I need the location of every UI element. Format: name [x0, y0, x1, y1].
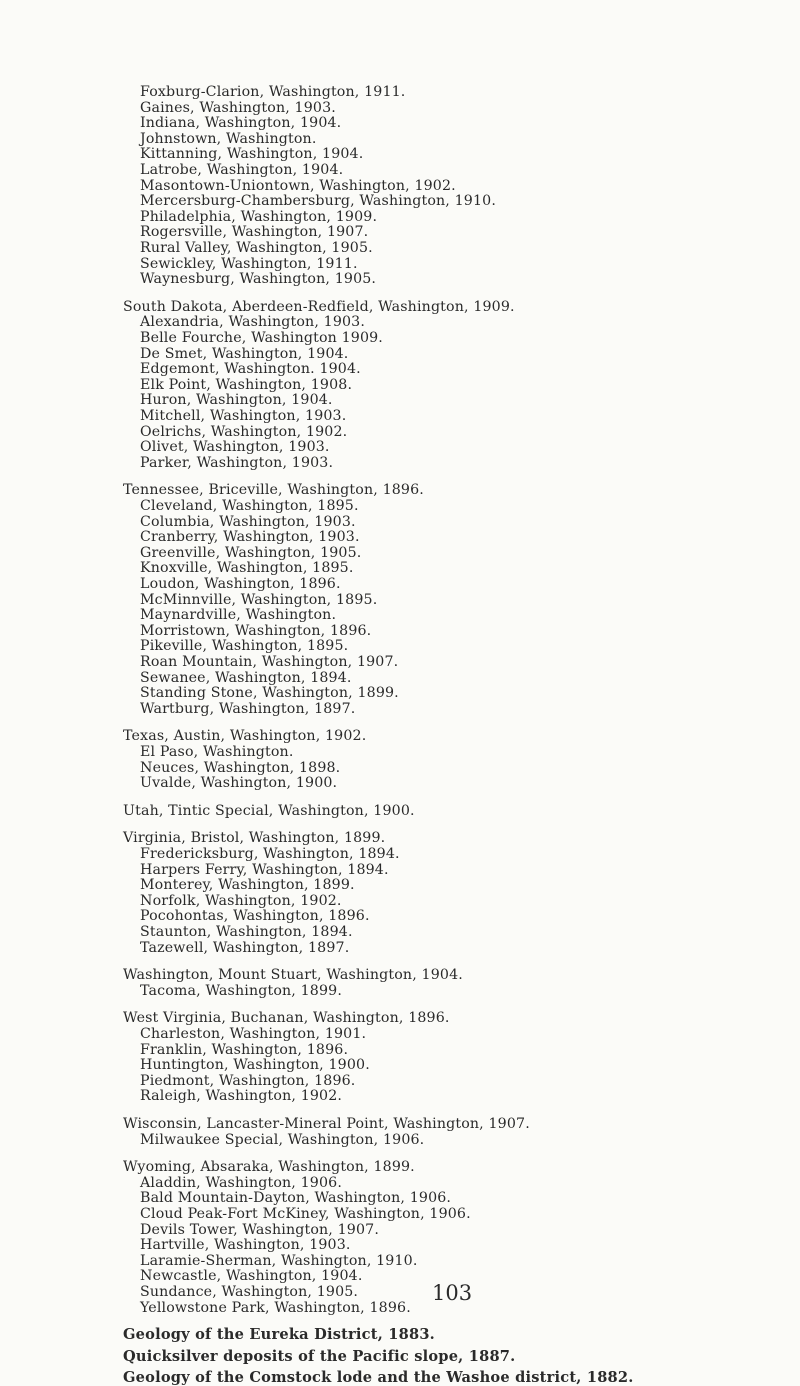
- page-number: 103: [432, 1281, 473, 1305]
- list-item: Huron, Washington, 1904.: [140, 392, 333, 409]
- list-item: Columbia, Washington, 1903.: [140, 513, 356, 530]
- list-item: Laramie-Sherman, Washington, 1910.: [140, 1252, 418, 1269]
- list-item: Devils Tower, Washington, 1907.: [140, 1221, 379, 1238]
- list-item: Pocohontas, Washington, 1896.: [140, 908, 370, 925]
- list-item: Oelrichs, Washington, 1902.: [140, 423, 348, 440]
- list-item: Rural Valley, Washington, 1905.: [140, 240, 373, 256]
- list-item: Pikeville, Washington, 1895.: [140, 638, 349, 655]
- list-item: Sewickley, Washington, 1911.: [140, 255, 358, 272]
- monograph-title: Quicksilver deposits of the Pacific slope, 1887.: [123, 1347, 516, 1365]
- list-item: Cleveland, Washington, 1895.: [140, 498, 359, 514]
- monograph-title: Geology of the Eureka District, 1883.: [123, 1326, 435, 1344]
- list-item: Bald Mountain-Dayton, Washington, 1906.: [140, 1190, 452, 1207]
- state-heading: Washington, Mount Stuart, Washington, 1904.: [123, 967, 463, 984]
- state-heading: Wisconsin, Lancaster-Mineral Point, Washington, 1907.: [123, 1116, 530, 1132]
- monograph-title: Geology of the Comstock lode and the Washoe district, 1882.: [123, 1369, 634, 1386]
- list-item: Parker, Washington, 1903.: [140, 454, 334, 471]
- list-item: Rogersville, Washington, 1907.: [140, 224, 369, 241]
- list-item: De Smet, Washington, 1904.: [140, 345, 349, 362]
- list-item: Wartburg, Washington, 1897.: [140, 700, 356, 717]
- list-item: Kittanning, Washington, 1904.: [140, 146, 364, 163]
- state-heading: Virginia, Bristol, Washington, 1899.: [123, 830, 386, 847]
- list-item: Philadelphia, Washington, 1909.: [140, 208, 378, 225]
- list-item: Waynesburg, Washington, 1905.: [140, 271, 377, 288]
- list-item: Mitchell, Washington, 1903.: [140, 408, 347, 424]
- list-item: Elk Point, Washington, 1908.: [140, 376, 353, 393]
- list-item: Cloud Peak-Fort McKiney, Washington, 1906.: [140, 1206, 471, 1222]
- list-item: Monterey, Washington, 1899.: [140, 877, 355, 894]
- list-item: Gaines, Washington, 1903.: [140, 99, 336, 116]
- list-item: Foxburg-Clarion, Washington, 1911.: [140, 84, 406, 100]
- list-item: Roan Mountain, Washington, 1907.: [140, 654, 399, 670]
- list-item: Sewanee, Washington, 1894.: [140, 669, 352, 686]
- list-item: Neuces, Washington, 1898.: [140, 759, 341, 776]
- list-item: Aladdin, Washington, 1906.: [140, 1174, 342, 1191]
- list-item: Tazewell, Washington, 1897.: [140, 939, 350, 956]
- list-item: Loudon, Washington, 1896.: [140, 576, 341, 592]
- state-heading: South Dakota, Aberdeen-Redfield, Washington, 1909.: [123, 298, 515, 315]
- list-item: Fredericksburg, Washington, 1894.: [140, 846, 400, 862]
- list-item: Knoxville, Washington, 1895.: [140, 560, 354, 577]
- list-item: Piedmont, Washington, 1896.: [140, 1072, 356, 1089]
- list-item: Johnstown, Washington.: [140, 130, 317, 147]
- list-item: Edgemont, Washington. 1904.: [140, 361, 361, 378]
- list-item: Cranberry, Washington, 1903.: [140, 529, 360, 546]
- list-item: Tacoma, Washington, 1899.: [140, 982, 342, 999]
- list-item: Morristown, Washington, 1896.: [140, 622, 372, 639]
- list-item: Milwaukee Special, Washington, 1906.: [140, 1131, 425, 1148]
- list-item: El Paso, Washington.: [140, 744, 294, 760]
- list-item: Franklin, Washington, 1896.: [140, 1041, 349, 1058]
- list-item: Alexandria, Washington, 1903.: [140, 314, 366, 331]
- list-item: Olivet, Washington, 1903.: [140, 439, 330, 456]
- state-heading: Wyoming, Absaraka, Washington, 1899.: [123, 1159, 415, 1176]
- list-item: Uvalde, Washington, 1900.: [140, 775, 338, 792]
- list-item: Greenville, Washington, 1905.: [140, 544, 362, 561]
- list-item: Yellowstone Park, Washington, 1896.: [140, 1299, 411, 1316]
- state-heading: Tennessee, Briceville, Washington, 1896.: [123, 482, 424, 499]
- list-item: Newcastle, Washington, 1904.: [140, 1268, 363, 1285]
- list-item: Harpers Ferry, Washington, 1894.: [140, 861, 389, 878]
- list-item: Standing Stone, Washington, 1899.: [140, 685, 399, 702]
- list-item: Masontown-Uniontown, Washington, 1902.: [140, 177, 456, 194]
- list-item: McMinnville, Washington, 1895.: [140, 591, 378, 608]
- list-item: Hartville, Washington, 1903.: [140, 1237, 351, 1254]
- list-item: Raleigh, Washington, 1902.: [140, 1088, 343, 1105]
- list-item: Belle Fourche, Washington 1909.: [140, 330, 383, 346]
- list-item: Norfolk, Washington, 1902.: [140, 892, 342, 909]
- list-item: Mercersburg-Chambersburg, Washington, 1910.: [140, 193, 496, 210]
- list-item: Sundance, Washington, 1905.: [140, 1284, 359, 1300]
- list-item: Staunton, Washington, 1894.: [140, 924, 353, 940]
- state-heading: Texas, Austin, Washington, 1902.: [123, 728, 367, 745]
- list-item: Huntington, Washington, 1900.: [140, 1057, 370, 1074]
- list-item: Latrobe, Washington, 1904.: [140, 162, 344, 178]
- state-heading: West Virginia, Buchanan, Washington, 1896.: [123, 1010, 450, 1027]
- state-heading: Utah, Tintic Special, Washington, 1900.: [123, 802, 415, 819]
- list-item: Indiana, Washington, 1904.: [140, 115, 342, 132]
- list-item: Maynardville, Washington.: [140, 607, 337, 624]
- list-item: Charleston, Washington, 1901.: [140, 1026, 367, 1042]
